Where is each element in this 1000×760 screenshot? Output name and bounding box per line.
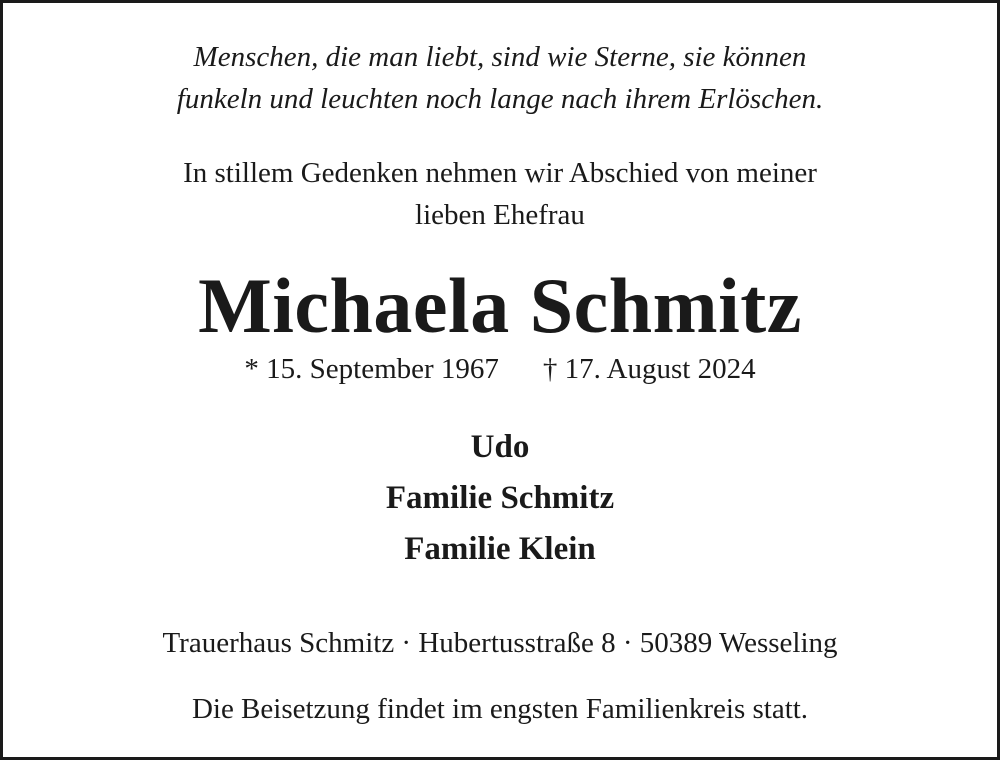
life-dates	[3, 353, 997, 386]
intro-line-1: In stillem Gedenken nehmen wir Abschied von meiner	[183, 157, 817, 189]
burial-note: Die Beisetzung findet im engsten Familienkreis statt.	[191, 693, 809, 725]
birth-date: * 15. September 1967	[244, 353, 499, 385]
quote-line-2: funkeln und leuchten noch lange nach ihrem Erlöschen.	[176, 83, 824, 115]
mourner-2: Familie Schmitz	[385, 480, 615, 516]
mourner-3: Familie Klein	[404, 531, 596, 567]
mourning-house-address: Trauerhaus Schmitz · Hubertusstraße 8 · 50389 Wesseling	[162, 627, 838, 659]
death-date: † 17. August 2024	[542, 353, 756, 385]
mourner-1: Udo	[470, 429, 530, 465]
intro-line-2: lieben Ehefrau	[415, 199, 585, 231]
deceased-name: Michaela Schmitz	[198, 262, 802, 349]
quote-line-1: Menschen, die man liebt, sind wie Sterne, sie können	[193, 41, 807, 73]
